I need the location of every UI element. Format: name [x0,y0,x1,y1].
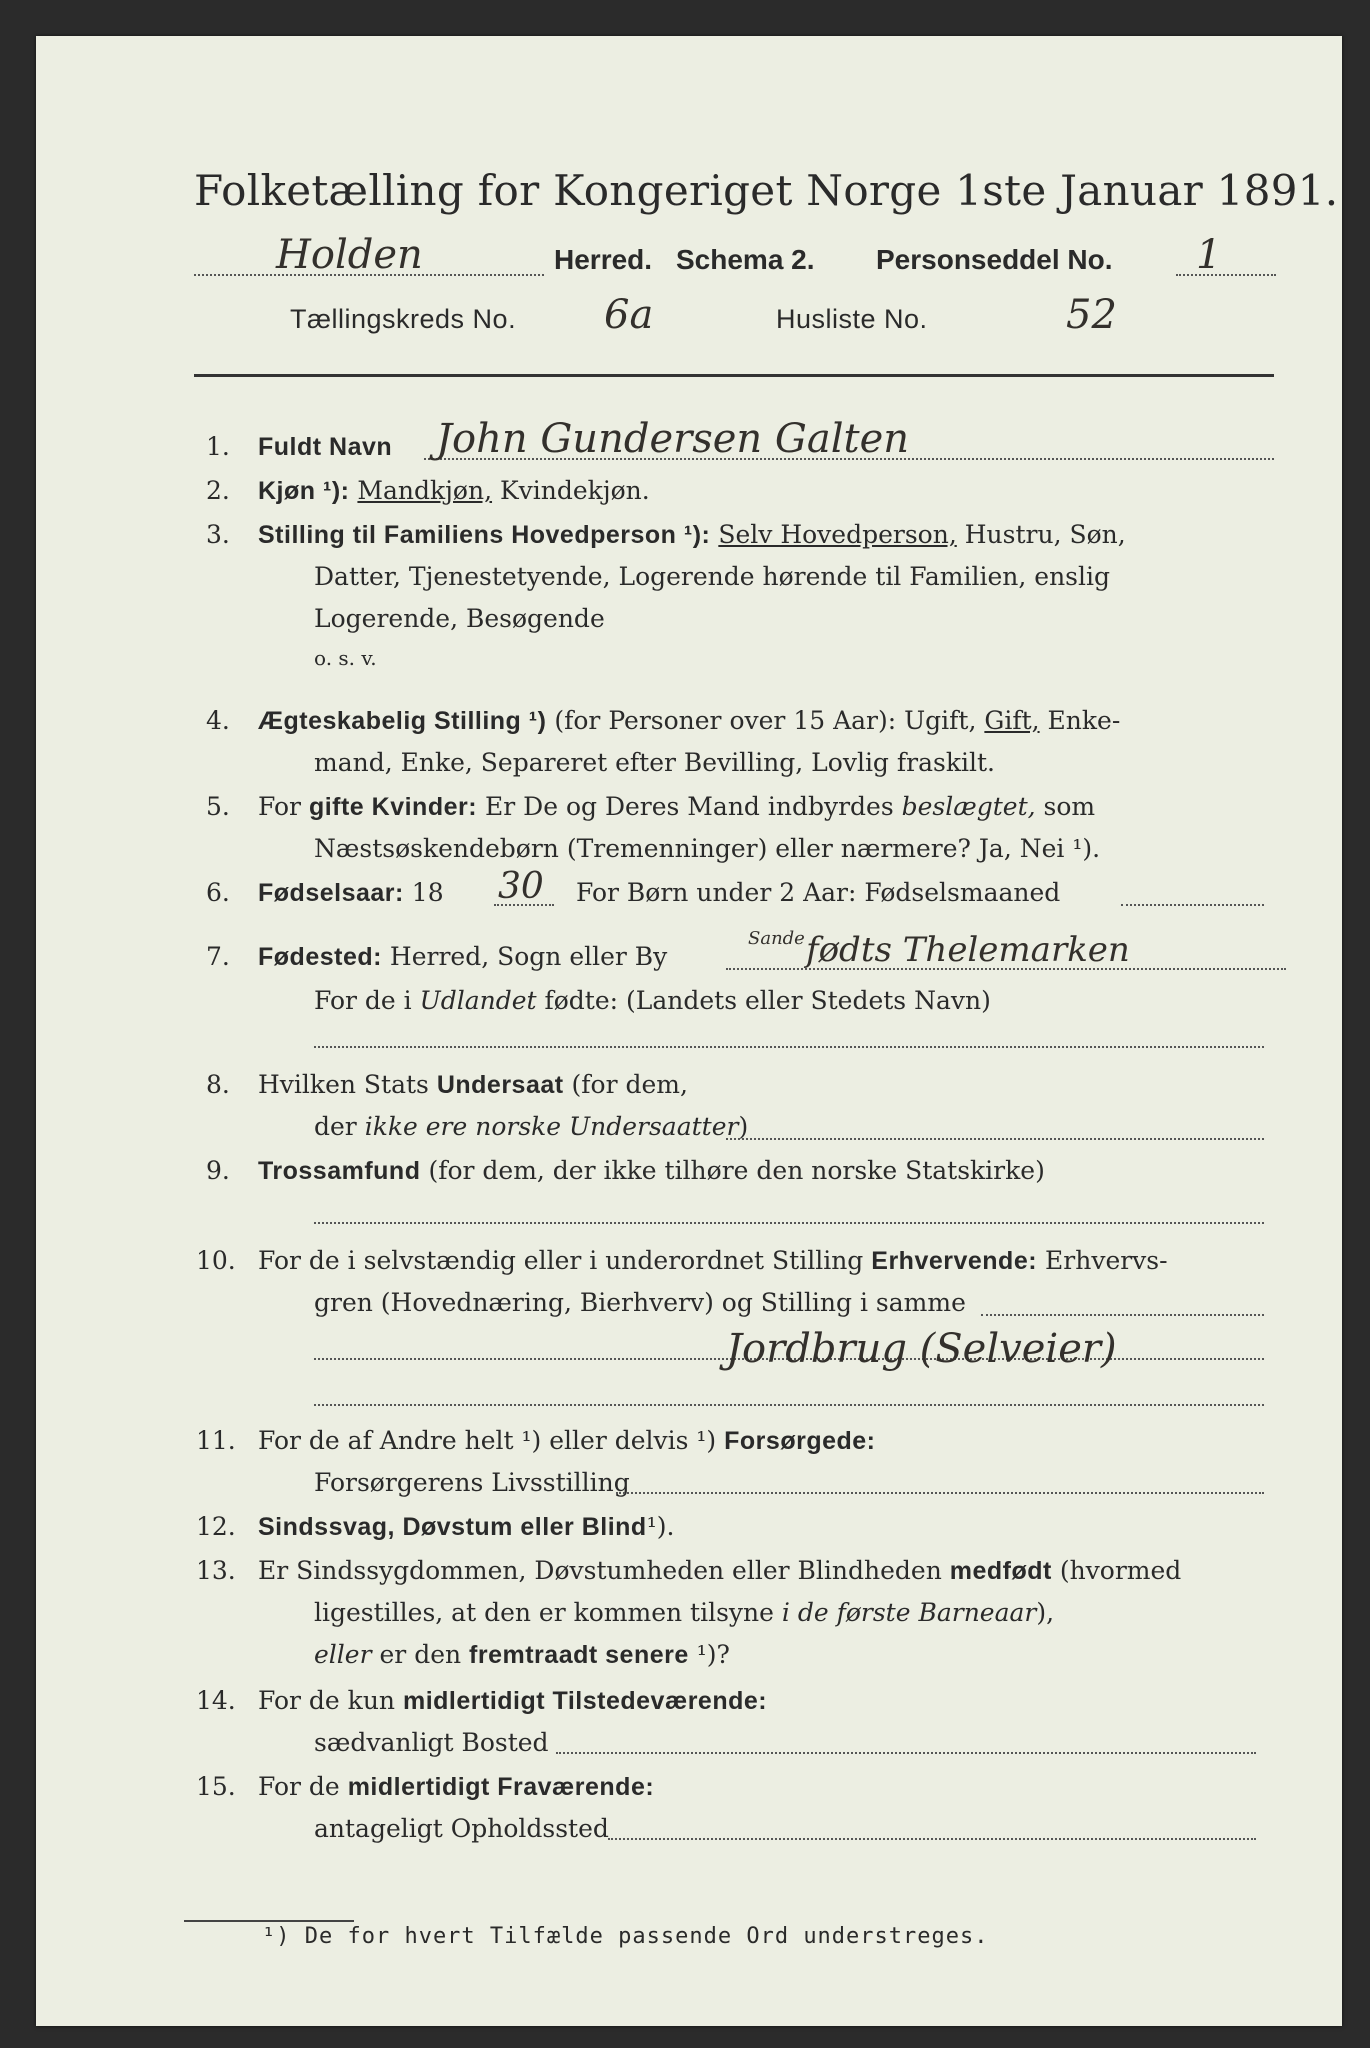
dependent-label: Forsørgede: [724,1427,876,1455]
item-number: 2. [206,476,230,505]
congenital-line3b: ¹)? [696,1640,730,1669]
household-options-line4: o. s. v. [314,646,377,670]
presumed-stay-line [608,1838,1256,1840]
congenital-line2-italic: i de første Barneaar [781,1598,1037,1627]
married-women-prefix: For [258,792,301,821]
item-number: 13. [196,1556,236,1585]
dependent-line [616,1492,1264,1494]
personseddel-dotted-line [1176,274,1276,276]
husliste-label: Husliste No. [776,304,928,334]
full-name-value: John Gundersen Galten [436,416,910,462]
marital-option-selected: Gift, [984,706,1040,735]
herred-label: Herred. [554,244,653,275]
header-rule [194,374,1274,377]
item-number: 1. [206,432,230,461]
occupation-value: Jordbrug (Selveier) [726,1326,1117,1372]
married-women-line2: Næstsøskendebørn (Tremenninger) eller nærmere? Ja, Nei ¹). [314,834,1101,863]
kreds-value: 6a [604,292,654,338]
congenital-a: Er Sindssygdommen, Døvstumheden eller Blindheden [258,1556,942,1585]
birthplace-value: fødts Thelemarken [806,930,1130,970]
marital-options-line2: mand, Enke, Separeret efter Bevilling, Lovlig fraskilt. [314,748,995,777]
census-form-page [36,36,1342,2026]
congenital-line2b: ), [1036,1598,1055,1627]
sex-option-female: Kvindekjøn. [499,476,650,505]
married-women-end: som [1043,792,1096,821]
occupation-label: Erhvervende: [871,1247,1038,1275]
item-number: 5. [206,792,230,821]
citizenship-line2b: ) [738,1112,749,1141]
religion-line [314,1222,1264,1224]
birthplace-question: Herred, Sogn eller By [389,942,668,971]
religion-label: Trossamfund [258,1157,421,1185]
personseddel-value: 1 [1196,232,1222,278]
foreign-born-line [314,1046,1264,1048]
household-options: Hustru, Søn, [964,520,1126,549]
full-name-label: Fuldt Navn [258,433,393,461]
foreign-born-italic: Udlandet [419,986,537,1015]
congenital-line3a: er den [379,1640,462,1669]
herred-value: Holden [276,232,423,278]
citizenship-line2-italic: ikke ere norske Undersaatter [364,1112,739,1141]
congenital-b: (hvormed [1059,1556,1182,1585]
temporary-absent-label: midlertidigt Fraværende: [347,1773,655,1801]
birth-month-line [1121,904,1264,906]
occupation-line-a [981,1314,1264,1316]
household-option-selected: Selv Hovedperson, [718,520,957,549]
personseddel-label: Personseddel No. [876,244,1113,275]
birth-year-value: 30 [498,866,544,907]
item-number: 12. [196,1512,236,1541]
kreds-label: Tællingskreds No. [290,304,517,334]
citizenship-line [726,1138,1264,1140]
citizenship-label: Undersaat [436,1071,564,1099]
footnote: ¹) De for hvert Tilfælde passende Ord understreges. [262,1924,989,1949]
sex-option-male: Mandkjøn, [357,476,493,505]
birthplace-label: Fødested: [258,943,382,971]
schema-label: Schema 2. [676,244,815,275]
item-number: 6. [206,878,230,907]
foreign-born-b: fødte: (Landets eller Stedets Navn) [544,986,991,1015]
footnote-rule [184,1920,354,1922]
item-number: 10. [196,1246,236,1275]
item-number: 4. [206,706,230,735]
temporary-absent-a: For de [258,1772,340,1801]
religion-question: (for dem, der ikke tilhøre den norske Statskirke) [428,1156,1045,1185]
citizenship-b: (for dem, [571,1070,688,1099]
married-women-label: gifte Kvinder: [308,793,478,821]
citizenship-line2a: der [314,1112,357,1141]
married-women-italic: beslægtet, [901,792,1036,821]
disability-label: Sindssvag, Døvstum eller Blind [258,1513,647,1541]
sex-label: Kjøn ¹): [258,477,350,505]
congenital-line2a: ligestilles, at den er kommen tilsyne [314,1598,774,1627]
birthplace-value-small: Sande [748,928,805,949]
foreign-born-a: For de i [314,986,412,1015]
marital-options-end: Enke- [1047,706,1121,735]
congenital-label: medfødt [949,1557,1052,1585]
birth-year-label: Fødselsaar: [258,879,404,907]
usual-residence-line [556,1752,1256,1754]
birth-month-text: For Børn under 2 Aar: Fødselsmaaned [576,878,1061,907]
form-title: Folketælling for Kongeriget Norge 1ste Januar 1891. [194,166,1339,215]
marital-options: (for Personer over 15 Aar): Ugift, [554,706,977,735]
temporary-present-a: For de kun [258,1686,396,1715]
item-number: 7. [206,942,230,971]
household-options-line2: Datter, Tjenestetyende, Logerende hørende til Familien, enslig [314,562,1111,591]
occupation-line-c [314,1404,1264,1406]
occupation-b: Erhvervs- [1045,1246,1168,1275]
dependent-a: For de af Andre helt ¹) eller delvis ¹) [258,1426,717,1455]
citizenship-a: Hvilken Stats [258,1070,429,1099]
item-number: 3. [206,520,230,549]
married-women-question: Er De og Deres Mand indbyrdes [485,792,894,821]
disability-end: ¹). [646,1512,675,1541]
temporary-present-label: midlertidigt Tilstedeværende: [402,1687,768,1715]
item-number: 15. [196,1772,236,1801]
husliste-value: 52 [1066,292,1117,338]
marital-status-label: Ægteskabelig Stilling ¹) [258,707,547,735]
birth-year-prefix: 18 [411,878,444,907]
birth-year-line [494,904,554,906]
item-number: 11. [196,1426,236,1455]
item-number: 14. [196,1686,236,1715]
occupation-a: For de i selvstændig eller i underordnet Stilling [258,1246,864,1275]
item-number: 9. [206,1156,230,1185]
household-position-label: Stilling til Familiens Hovedperson ¹): [258,521,711,549]
usual-residence-label: sædvanligt Bosted [314,1728,549,1757]
household-options-line3: Logerende, Besøgende [314,604,605,633]
occupation-line2: gren (Hovednæring, Bierhverv) og Stilling i samme [314,1288,966,1317]
presumed-stay-label: antageligt Opholdssted [314,1814,609,1843]
birthplace-line [726,968,1286,970]
later-onset-label: fremtraadt senere [469,1641,689,1669]
congenital-line3-italic: eller [314,1640,372,1669]
item-number: 8. [206,1070,230,1099]
dependent-line2: Forsørgerens Livsstilling [314,1468,630,1497]
